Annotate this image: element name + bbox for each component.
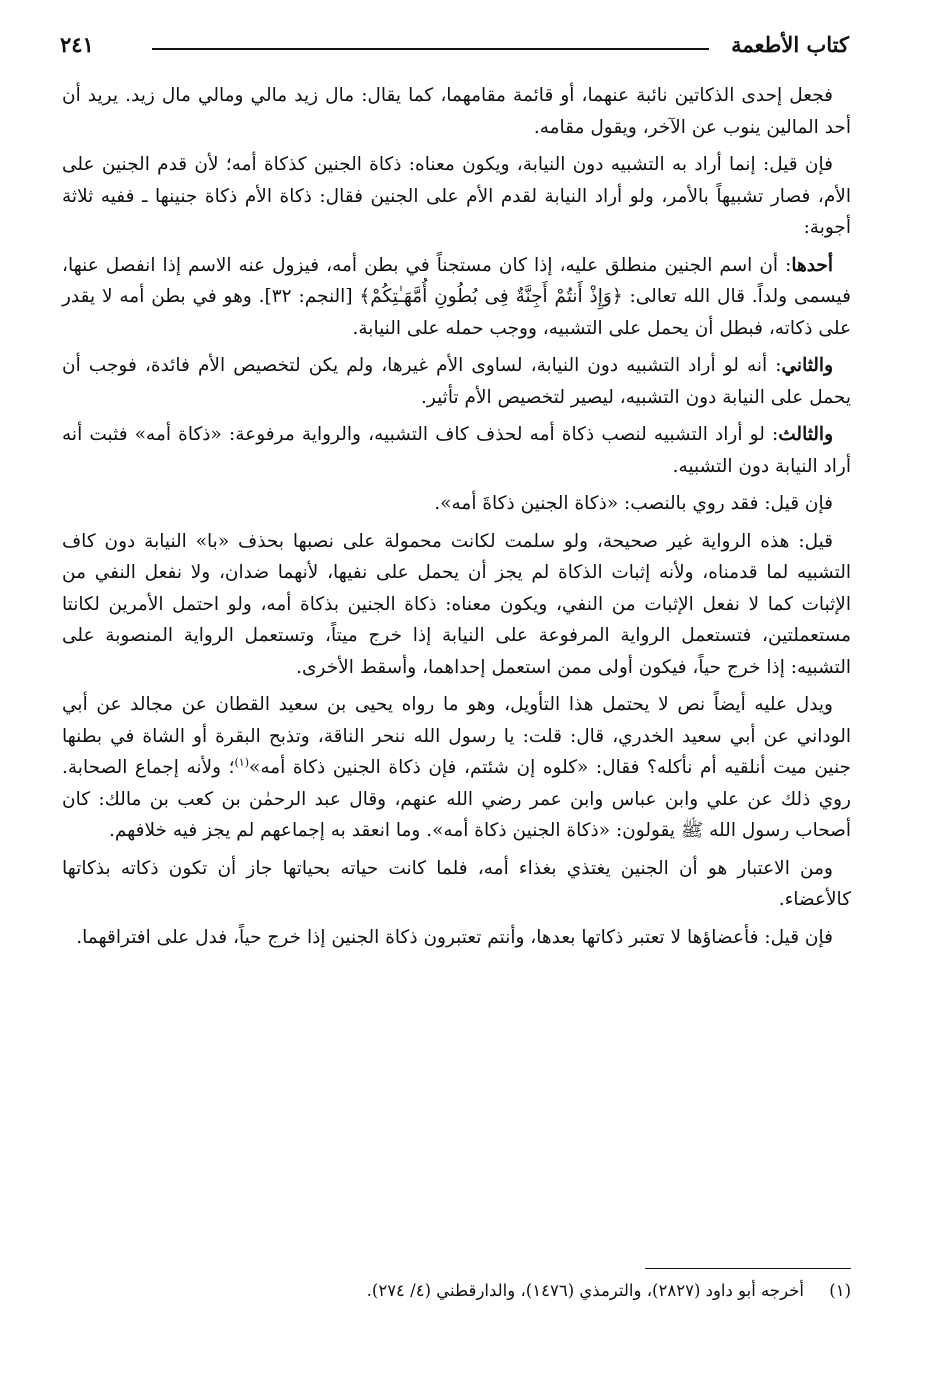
- paragraph: فإن قيل: إنما أراد به التشبيه دون النيابة، ويكون معناه: ذكاة الجنين كذكاة أمه؛ لأن قدم الجنين على الأم، فصار تشبيهاً بالأمر، ولو أراد النيابة لقدم الأم على الجنين فقال: ذكاة الأم ذكاة جنينها ـ ففيه ثلاثة أجوبة:: [62, 154, 851, 238]
- paragraph-lead: والثالث: [778, 424, 833, 445]
- paragraph: ويدل عليه أيضاً نص لا يحتمل هذا التأويل، وهو ما رواه يحيى بن سعيد القطان عن مجالد عن أبي الوداني عن أبي سعيد الخدري، قال: قلت: يا رسول الله ننحر الناقة، وتذبح البقرة أو الشاة في بطنها جنين ميت أنلقيه أم نأكله؟ فقال: «كلوه إن شئتم، فإن ذكاة الجنين ذكاة أمه»$^{(١)}$؛ ولأنه إجماع الصحابة. روي ذلك عن علي وابن عباس وابن عمر رضي الله عنهم، وقال عبد الرحمٰن بن كعب بن مالك: كان أصحاب رسول الله ﷺ يقولون: «ذكاة الجنين ذكاة أمه». وما انعقد به إجماعهم لم يجز فيه خلافهم.: [62, 694, 851, 841]
- paragraph: والثاني: أنه لو أراد التشبيه دون النيابة، لساوى الأم غيرها، ولم يكن لتخصيص الأم فائدة، فوجب أن يحمل على النيابة دون التشبيه، ليصير لتخصيص الأم تأثير.: [62, 355, 851, 408]
- page-header: [60, 30, 849, 70]
- footnote-rule: [645, 1268, 851, 1269]
- paragraph: ومن الاعتبار هو أن الجنين يغتذي بغذاء أمه، فلما كانت حياته بحياتها جاز أن تكون ذكاته بذكاتها كالأعضاء.: [62, 857, 851, 910]
- header-rule: [152, 48, 709, 50]
- footnote-number: (١): [829, 1281, 851, 1300]
- page-body: [62, 80, 851, 959]
- paragraph: فإن قيل: فأعضاؤها لا تعتبر ذكاتها بعدها، وأنتم تعتبرون ذكاة الجنين إذا خرج حياً، فدل على افتراقهما.: [76, 926, 833, 948]
- chapter-title: كتاب الأطعمة: [731, 32, 849, 57]
- paragraph-lead: أحدها: [791, 254, 833, 276]
- page-number: ٢٤١: [60, 32, 94, 57]
- paragraph: فجعل إحدى الذكاتين نائبة عنهما، أو قائمة مقامهما، كما يقال: مال زيد مالي ومالي مال زيد. يريد أن أحد المالين ينوب عن الآخر، ويقول مقامه.: [62, 85, 851, 138]
- paragraph: أحدها: أن اسم الجنين منطلق عليه، إذا كان مستجناً في بطن أمه، فيزول عنه الاسم إذا انفصل عنها، فيسمى ولداً. قال الله تعالى: ﴿وَإِذْ أَنتُمْ أَجِنَّةٌ فِى بُطُونِ أُمَّهَـٰتِكُمْ﴾ [النجم: ٣٢]. وهو في بطن أمه لا يقدر على ذكاته، فبطل أن يحمل على التشبيه، ووجب حمله على النيابة.: [62, 254, 851, 339]
- paragraph: قيل: هذه الرواية غير صحيحة، ولو سلمت لكانت محمولة على نصبها بحذف «با» النيابة دون كاف التشبيه لما قدمناه، ولأنه إثبات الذكاة لم يجز أن يحمل على نفيها، لأنهما ضدان، ولا نفعل النفي من الإثبات كما لا نفعل الإثبات من النفي، ويكون معناه: ذكاة الجنين بذكاة أمه، ولو احتمل الأمرين لكانتا مستعملتين، فتستعمل الرواية المرفوعة على النيابة إذا خرج ميتاً، وتستعمل الرواية المنصوبة على التشبيه: إذا خرج حياً، فيكون أولى ممن استعمل إحداهما، وأسقط الأخرى.: [62, 530, 851, 678]
- footnote-ref[interactable]: (١): [234, 755, 249, 769]
- paragraph: فإن قيل: فقد روي بالنصب: «ذكاة الجنين ذكاةَ أمه».: [434, 493, 833, 514]
- paragraph-lead: والثاني: [781, 355, 833, 376]
- footnote-text: أخرجه أبو داود (٢٨٢٧)، والترمذي (١٤٧٦)، والدارقطني (٤/ ٢٧٤).: [366, 1281, 804, 1300]
- paragraph: والثالث: لو أراد التشبيه لنصب ذكاة أمه لحذف كاف التشبيه، والرواية مرفوعة: «ذكاة أمه» فثبت أنه أراد النيابة دون التشبيه.: [62, 424, 851, 477]
- footnote: [62, 1278, 851, 1304]
